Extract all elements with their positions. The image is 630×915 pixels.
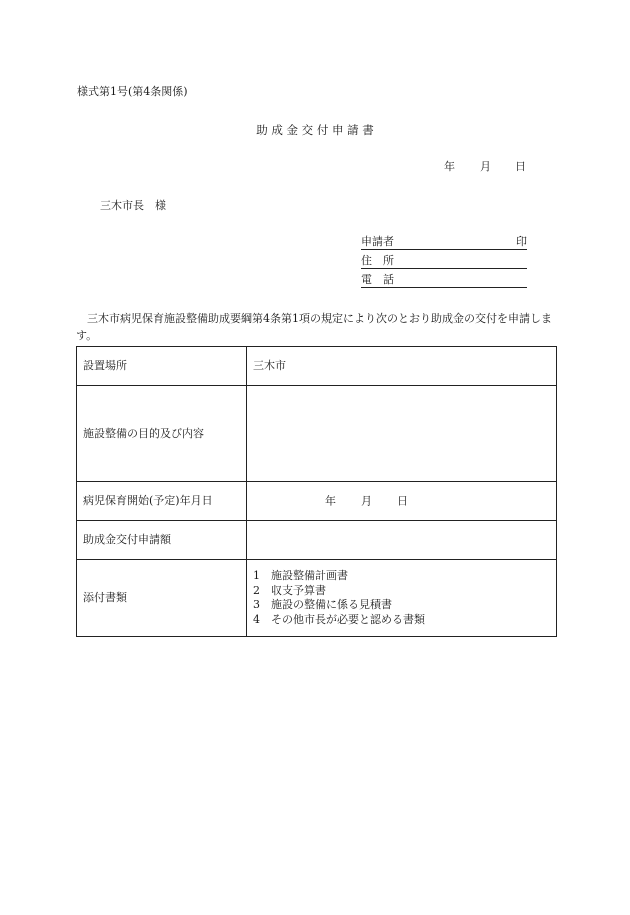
applicant-label: 申請者 xyxy=(361,235,394,248)
start-year-label: 年 xyxy=(325,494,336,508)
amount-label: 助成金交付申請額 xyxy=(77,521,247,560)
table-row xyxy=(77,386,557,482)
date-month-label: 月 xyxy=(480,160,491,173)
start-day-label: 日 xyxy=(397,494,408,508)
start-date-value xyxy=(247,482,557,521)
address-label: 住 所 xyxy=(361,254,394,267)
amount-value xyxy=(247,521,557,560)
list-item: 2 収支予算書 xyxy=(253,583,326,597)
application-table xyxy=(76,346,557,637)
seal-label: 印 xyxy=(516,235,527,248)
date-day-label: 日 xyxy=(515,160,526,173)
phone-label: 電 話 xyxy=(361,273,394,286)
address-line xyxy=(361,254,527,269)
date-year-label: 年 xyxy=(444,160,455,173)
list-item: 1 施設整備計画書 xyxy=(253,569,348,582)
table-row xyxy=(77,521,557,560)
table-row xyxy=(77,482,557,521)
purpose-value xyxy=(247,386,557,482)
attachments-value xyxy=(247,560,557,637)
list-item: 3 施設の整備に係る見積書 xyxy=(253,598,392,611)
attachments-label: 添付書類 xyxy=(77,560,247,637)
start-month-label: 月 xyxy=(361,494,372,508)
body-text: 三木市病児保育施設整備助成要綱第4条第1項の規定により次のとおり助成金の交付を申請します。 xyxy=(76,312,552,342)
list-item: 4 その他市長が必要と認める書類 xyxy=(253,612,425,626)
addressee: 三木市長 様 xyxy=(100,199,166,212)
phone-line xyxy=(361,273,527,288)
location-label: 設置場所 xyxy=(77,347,247,386)
applicant-line xyxy=(361,235,527,250)
document-title: 助 成 金 交 付 申 請 書 xyxy=(256,123,374,137)
start-date-label: 病児保育開始(予定)年月日 xyxy=(77,482,247,521)
attachments-list xyxy=(253,569,556,627)
form-number: 様式第1号(第4条関係) xyxy=(77,85,188,98)
location-value: 三木市 xyxy=(247,347,557,386)
table-row xyxy=(77,560,557,637)
table-row xyxy=(77,347,557,386)
purpose-label: 施設整備の目的及び内容 xyxy=(77,386,247,482)
